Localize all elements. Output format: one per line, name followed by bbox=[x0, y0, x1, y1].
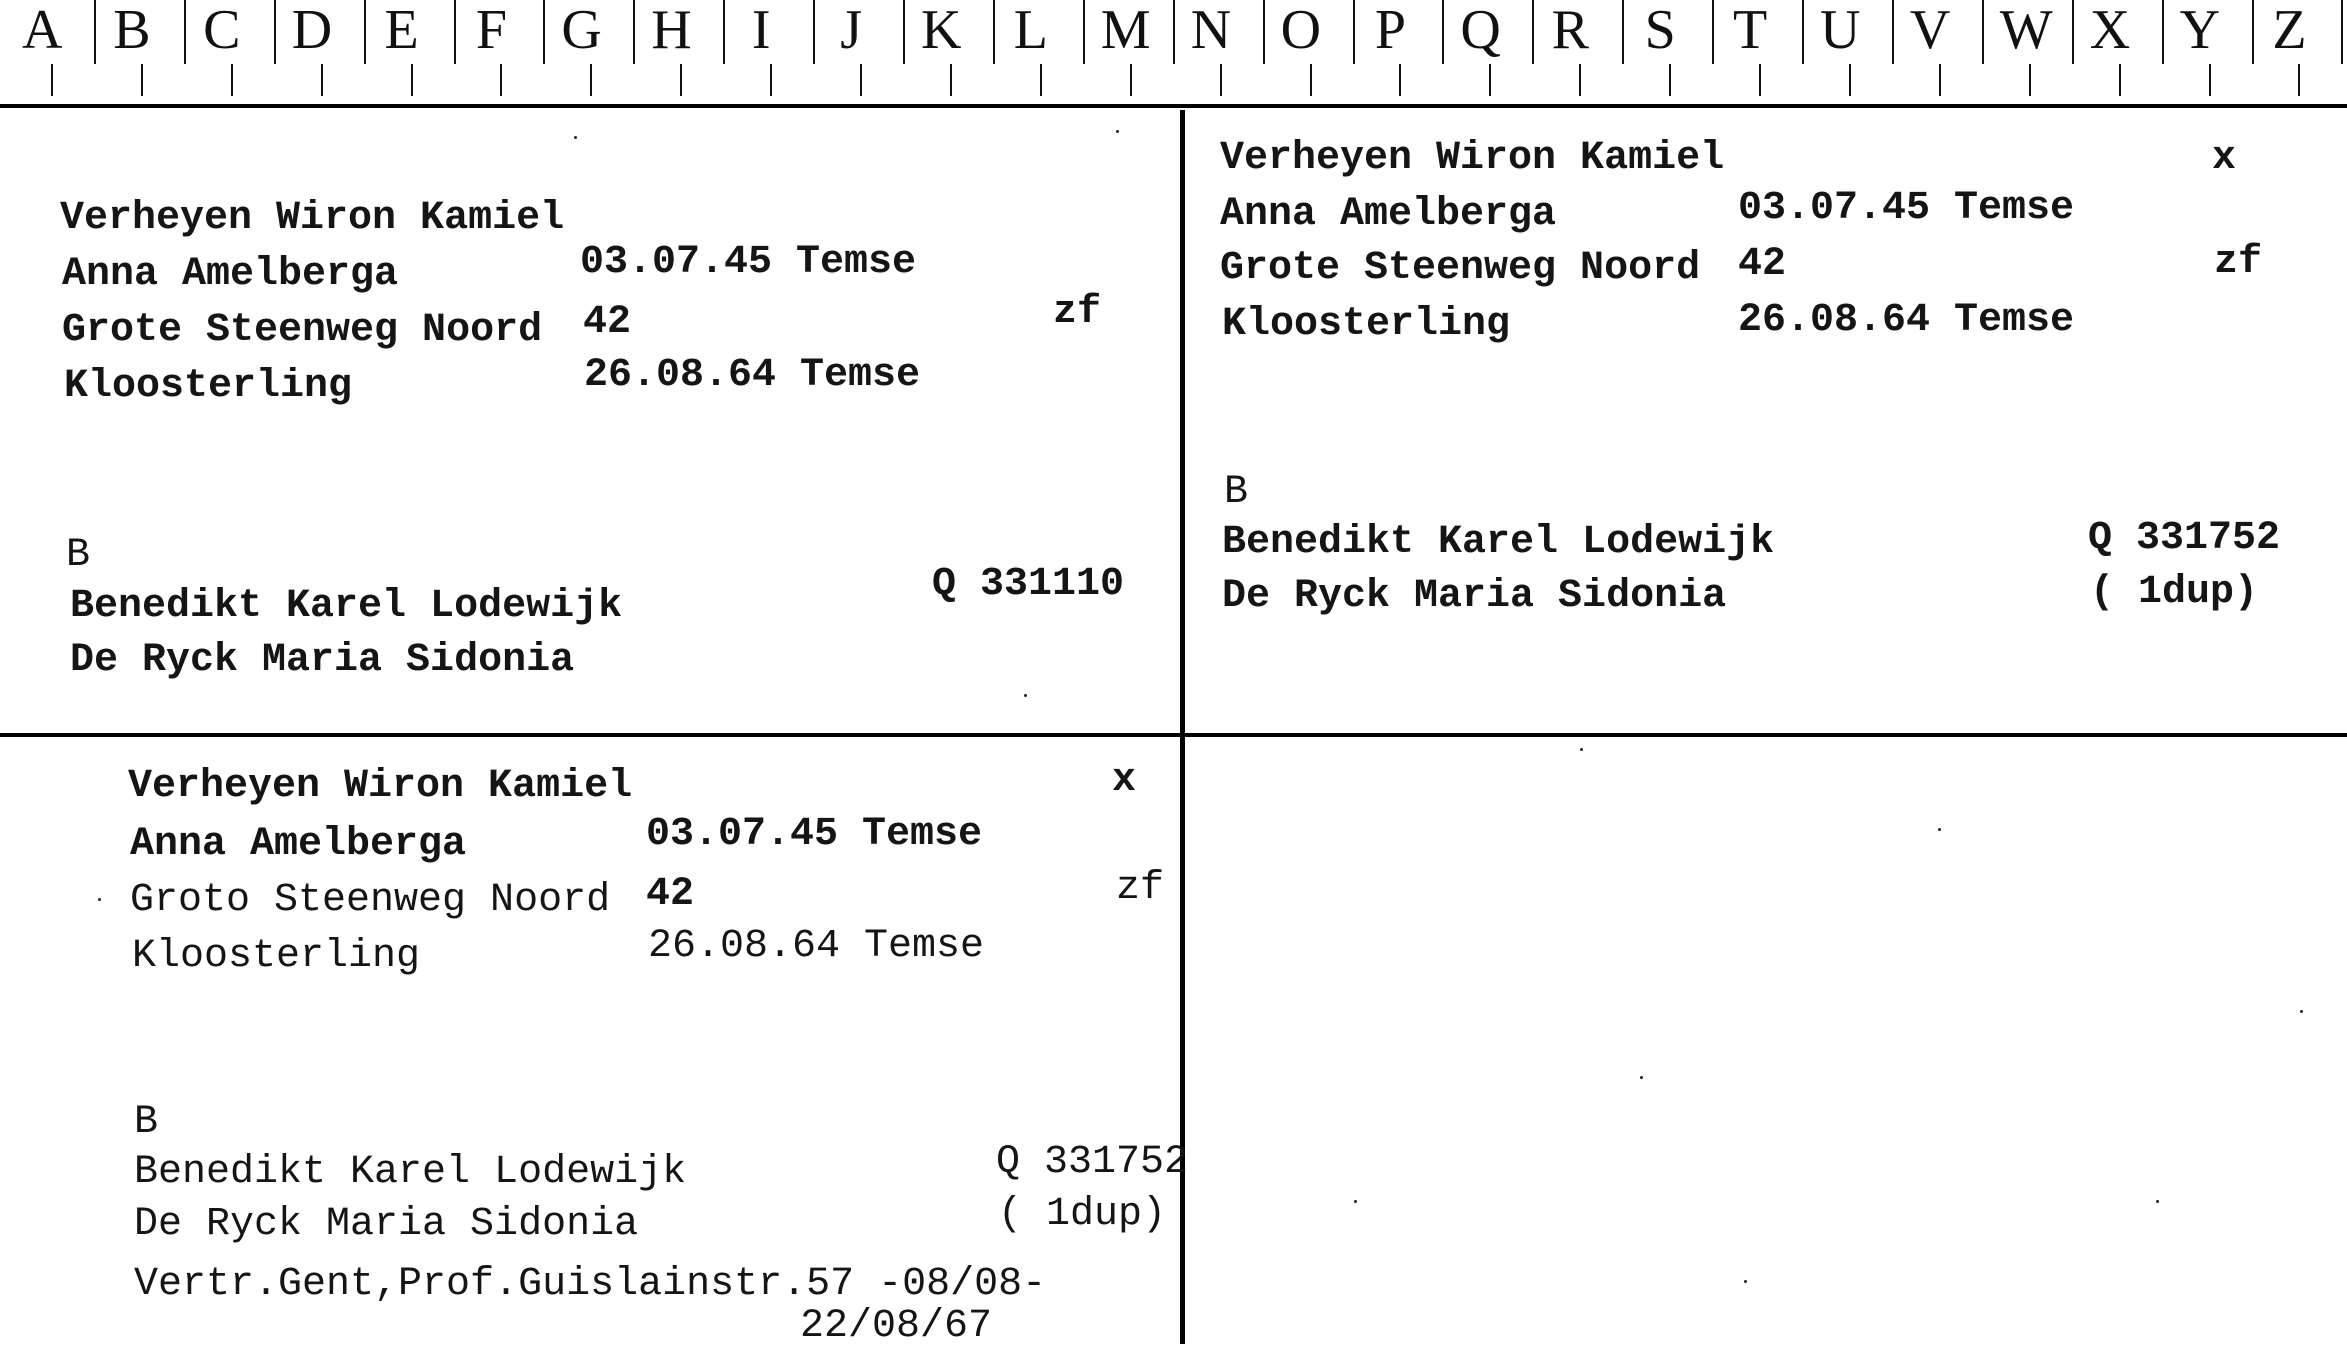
file-code: Q 331752 bbox=[2088, 516, 2281, 561]
index-letter-p: P bbox=[1374, 0, 1407, 61]
house-number: 42 bbox=[583, 300, 632, 345]
category-letter: B bbox=[134, 1100, 159, 1145]
mother-name: De Ryck Maria Sidonia bbox=[1222, 574, 1727, 619]
person-name: Verheyen Wiron Kamiel bbox=[1220, 136, 1725, 181]
duplicate-note: ( 1dup) bbox=[2090, 570, 2259, 615]
index-letter-d: D bbox=[291, 0, 333, 61]
index-letter-j: J bbox=[840, 0, 862, 61]
index-letter-e: E bbox=[384, 0, 419, 61]
registration-date-place: 26.08.64 Temse bbox=[584, 353, 921, 398]
departure-note-line-1: Vertr.Gent,Prof.Guislainstr.57 -08/08- bbox=[134, 1262, 1047, 1307]
index-letter-c: C bbox=[203, 0, 241, 61]
index-letter-b: B bbox=[113, 0, 151, 61]
index-letter-t: T bbox=[1732, 0, 1768, 61]
index-letter-i: I bbox=[751, 0, 771, 61]
mark: x bbox=[1112, 758, 1137, 803]
birth-date-place: 03.07.45 Temse bbox=[1738, 186, 2075, 231]
registration-date-place: 26.08.64 Temse bbox=[1738, 298, 2075, 343]
registration-date-place: 26.08.64 Temse bbox=[648, 924, 985, 969]
street: Grote Steenweg Noord bbox=[1220, 246, 1701, 291]
occupation: Kloosterling bbox=[64, 364, 353, 409]
index-letter-k: K bbox=[921, 0, 962, 61]
category-letter: B bbox=[1224, 470, 1249, 515]
house-number: 42 bbox=[1738, 242, 1787, 287]
index-letter-q: Q bbox=[1460, 0, 1501, 61]
index-letter-r: R bbox=[1551, 0, 1589, 61]
index-letter-f: F bbox=[475, 0, 508, 61]
index-letter-h: H bbox=[651, 0, 692, 61]
index-letter-m: M bbox=[1100, 0, 1151, 61]
index-letter-g: G bbox=[561, 0, 602, 61]
index-letter-o: O bbox=[1280, 0, 1322, 61]
father-name: Benedikt Karel Lodewijk bbox=[70, 584, 623, 629]
file-code: Q 331110 bbox=[932, 562, 1125, 607]
occupation: Kloosterling bbox=[1222, 302, 1511, 347]
house-number: 42 bbox=[646, 872, 695, 917]
index-letter-v: V bbox=[1909, 0, 1951, 61]
index-letter-n: N bbox=[1190, 0, 1232, 61]
status-code: zf bbox=[1116, 866, 1165, 911]
category-letter: B bbox=[66, 533, 91, 578]
mark: x bbox=[2212, 136, 2237, 181]
index-letter-s: S bbox=[1644, 0, 1676, 61]
mother-name: De Ryck Maria Sidonia bbox=[70, 638, 575, 683]
street: Groto Steenweg Noord bbox=[130, 878, 611, 923]
birth-date-place: 03.07.45 Temse bbox=[646, 812, 983, 857]
index-letter-z: Z bbox=[2272, 0, 2307, 61]
index-letter-x: X bbox=[2089, 0, 2131, 61]
person-name: Verheyen Wiron Kamiel bbox=[128, 764, 633, 809]
father-name: Benedikt Karel Lodewijk bbox=[134, 1150, 687, 1195]
index-letter-l: L bbox=[1013, 0, 1048, 61]
departure-note-line-2: 22/08/67 bbox=[800, 1304, 993, 1349]
index-letter-u: U bbox=[1820, 0, 1861, 61]
index-letter-a: A bbox=[22, 0, 63, 61]
duplicate-note: ( 1dup) bbox=[998, 1192, 1167, 1237]
street: Grote Steenweg Noord bbox=[62, 308, 543, 353]
mother-name: De Ryck Maria Sidonia bbox=[134, 1202, 639, 1247]
status-code: zf bbox=[2214, 240, 2263, 285]
first-names: Anna Amelberga bbox=[62, 252, 399, 297]
status-code: zf bbox=[1053, 290, 1102, 335]
father-name: Benedikt Karel Lodewijk bbox=[1222, 520, 1775, 565]
birth-date-place: 03.07.45 Temse bbox=[580, 240, 917, 285]
index-letter-y: Y bbox=[2179, 0, 2221, 61]
occupation: Kloosterling bbox=[132, 934, 421, 979]
first-names: Anna Amelberga bbox=[130, 822, 467, 867]
index-letter-w: W bbox=[1999, 0, 2053, 61]
person-name: Verheyen Wiron Kamiel bbox=[60, 196, 565, 241]
file-code: Q 331752 bbox=[996, 1140, 1189, 1185]
first-names: Anna Amelberga bbox=[1220, 192, 1557, 237]
